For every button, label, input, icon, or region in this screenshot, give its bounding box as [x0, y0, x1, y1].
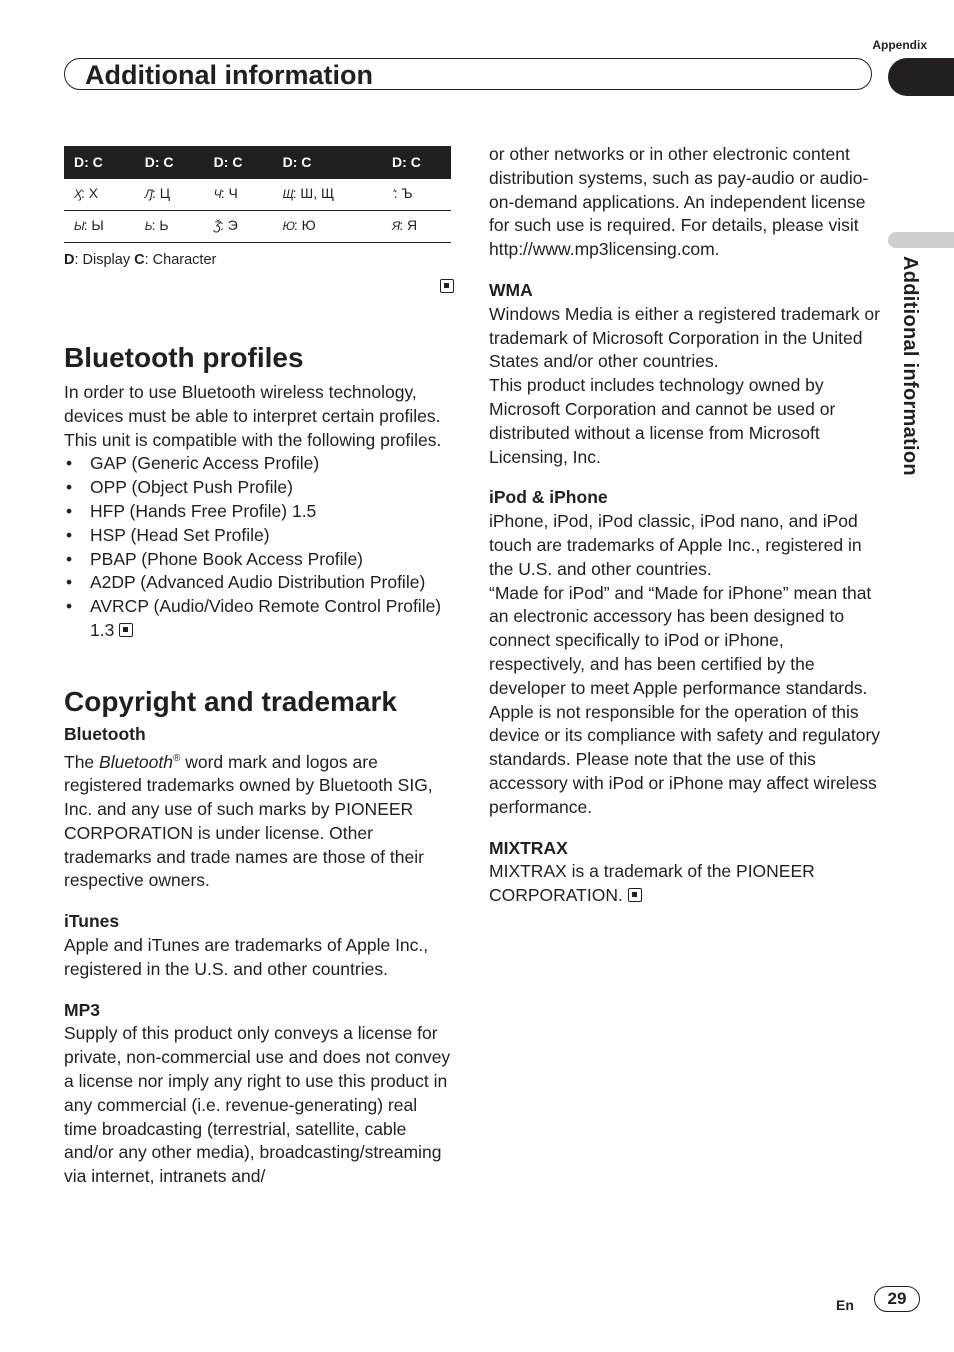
table-cell: [382, 179, 451, 211]
left-column: [64, 146, 454, 1189]
character-value: : Ш, Щ: [292, 185, 335, 202]
list-item: • HFP (Hands Free Profile) 1.5: [90, 500, 454, 524]
wma-text: Windows Media is either a registered trademark or trademark of Microsoft Corporation in the United States and/or other countries.: [489, 303, 880, 372]
display-glyph: Ԓ: [144, 187, 152, 202]
display-glyph: Я: [392, 219, 400, 234]
bluetooth-profiles-intro: In order to use Bluetooth wireless technology, devices must be able to interpret certain profiles. This unit is compatible with the following profiles.: [64, 382, 442, 450]
side-section-label: Additional information: [899, 256, 921, 476]
mp3-heading: MP3: [64, 999, 100, 1020]
list-item: • A2DP (Advanced Audio Distribution Profile): [90, 571, 454, 595]
end-of-section-mark: [64, 275, 454, 295]
table-cell: [204, 211, 273, 243]
end-mark-icon: [119, 623, 133, 637]
bluetooth-heading: Bluetooth: [64, 723, 146, 744]
table-legend: D: Display C: Character: [64, 252, 217, 268]
character-value: : Ы: [83, 217, 104, 234]
character-value: : Ъ: [393, 185, 413, 202]
character-value: : Ь: [151, 217, 169, 234]
language-label: En: [836, 1297, 854, 1313]
list-item: • PBAP (Phone Book Access Profile): [90, 548, 454, 572]
table-cell: [204, 179, 273, 211]
copyright-title: Copyright and trademark: [64, 685, 397, 717]
table-cell: [382, 211, 451, 243]
character-value: : Ю: [293, 217, 316, 234]
appendix-label: Appendix: [872, 38, 927, 52]
display-glyph: ʼ: [392, 187, 394, 202]
wma-heading: WMA: [489, 279, 533, 300]
table-header-cell: D: C: [273, 146, 382, 179]
display-glyph: Ǯ: [213, 219, 221, 234]
character-value: : Х: [81, 185, 99, 202]
table-header-cell: D: C: [382, 146, 451, 179]
list-item: • HSP (Head Set Profile): [90, 524, 454, 548]
profile-list: [64, 452, 454, 642]
table-header-row: [64, 146, 451, 179]
end-mark-icon: [440, 279, 454, 293]
display-glyph: Ь: [144, 219, 152, 234]
character-table: [64, 146, 451, 243]
section-tab-marker: [888, 58, 954, 96]
right-column: [489, 143, 881, 908]
character-value: : Я: [399, 217, 418, 234]
display-glyph: Щ: [282, 187, 293, 202]
bluetooth-text: The Bluetooth® word mark and logos are registered trademarks owned by Bluetooth SIG, Inc. and any use of such marks by PIONEER CORPORATION is under license. Other trademarks and trade names are those of their respective owners.: [64, 751, 433, 891]
mp3-text: Supply of this product only conveys a license for private, non-commercial use and does not convey a license nor imply any right to use this product in any commercial (i.e. revenue-generating) real time broadcasting (terrestrial, satellite, cable and/or any other media), broadcasting/streaming via internet, intranets and/: [64, 1023, 451, 1187]
ipod-text: iPhone, iPod, iPod classic, iPod nano, and iPod touch are trademarks of Apple Inc., registered in the U.S. and other countries.: [489, 511, 862, 579]
table-cell: [135, 211, 204, 243]
list-item: [90, 595, 454, 643]
display-glyph: Ы: [74, 219, 84, 234]
bluetooth-profiles-title: Bluetooth profiles: [64, 342, 304, 373]
table-row: [64, 211, 451, 243]
ipod-heading: iPod & iPhone: [489, 487, 608, 508]
character-value: : Ц: [152, 185, 171, 202]
table-cell: [64, 179, 135, 211]
display-glyph: Ч: [213, 187, 221, 202]
page-number: 29: [874, 1286, 920, 1312]
section-header: [64, 58, 872, 90]
itunes-heading: iTunes: [64, 911, 120, 932]
table-header-cell: D: C: [204, 146, 273, 179]
mixtrax-heading: MIXTRAX: [489, 837, 568, 858]
table-header-cell: D: C: [64, 146, 135, 179]
mp3-text-continued: or other networks or in other electronic content distribution systems, such as pay-audio or audio-on-demand applications. An independent license for such use is required. For details, please visit http://www.mp3licensing.com.: [489, 144, 869, 260]
table-cell: [273, 179, 382, 211]
list-item: • GAP (Generic Access Profile): [90, 452, 454, 476]
wma-text: This product includes technology owned by Microsoft Corporation and cannot be used or distributed without a license from Microsoft Licensing, Inc.: [489, 375, 836, 467]
section-title: Additional information: [85, 60, 373, 90]
table-cell: [135, 179, 204, 211]
mixtrax-text: MIXTRAX is a trademark of the PIONEER CORPORATION.: [489, 861, 815, 906]
character-value: : Э: [220, 217, 238, 234]
table-cell: [64, 211, 135, 243]
list-item-text: AVRCP (Audio/Video Remote Control Profile) 1.3: [90, 596, 442, 640]
table-cell: [273, 211, 382, 243]
display-glyph: Ӽ: [74, 187, 82, 202]
end-mark-icon: [628, 888, 642, 902]
ipod-text: “Made for iPod” and “Made for iPhone” mean that an electronic accessory has been designed to connect specifically to iPod or iPhone, respectively, and has been certified by the developer to meet Apple performance standards. Apple is not responsible for the operation of this device or its compliance with safety and regulatory standards. Please note that the use of this accessory with iPod or iPhone may affect wireless performance.: [489, 582, 881, 817]
list-item: • OPP (Object Push Profile): [90, 476, 454, 500]
itunes-text: Apple and iTunes are trademarks of Apple Inc., registered in the U.S. and other countries.: [64, 934, 429, 979]
display-glyph: Ю: [282, 219, 294, 234]
character-value: : Ч: [220, 185, 238, 202]
table-header-cell: D: C: [135, 146, 204, 179]
table-row: [64, 179, 451, 211]
side-tab-marker: [888, 232, 954, 248]
